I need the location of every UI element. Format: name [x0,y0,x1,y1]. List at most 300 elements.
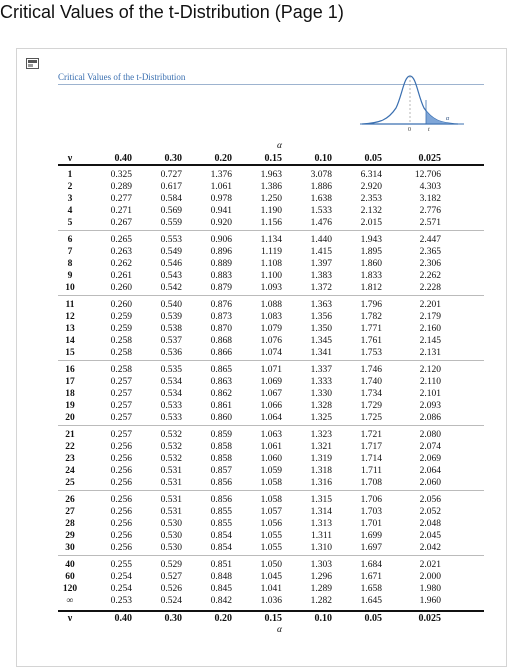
critical-value-cell: 1.761 [360,336,382,346]
critical-value-cell: 0.856 [210,495,232,505]
critical-value-cell: 1.321 [310,442,332,452]
critical-value-cell: 1.069 [260,377,282,387]
critical-value-cell: 2.093 [419,401,441,411]
critical-value-cell: 1.056 [260,519,282,529]
critical-value-cell: 0.889 [210,259,232,269]
alpha-column-header: 0.025 [418,612,441,624]
critical-value-cell: 2.000 [419,572,441,582]
alpha-column-header: 0.025 [418,152,441,164]
critical-value-cell: 0.883 [210,271,232,281]
critical-value-cell: 1.415 [310,247,332,257]
critical-value-cell: 0.531 [160,478,182,488]
alpha-column-header: 0.30 [164,612,182,624]
critical-value-cell: 0.530 [160,519,182,529]
critical-value-cell: 0.530 [160,543,182,553]
critical-value-cell: 0.941 [210,206,232,216]
critical-value-cell: 0.262 [110,259,132,269]
critical-value-cell: 1.323 [310,430,332,440]
critical-value-cell: 2.048 [419,519,441,529]
table-row [58,595,484,607]
critical-value-cell: 2.776 [419,206,441,216]
critical-value-cell: 0.256 [110,507,132,517]
critical-value-cell: 1.296 [310,572,332,582]
critical-value-cell: 1.318 [310,466,332,476]
critical-value-cell: 1.721 [360,430,382,440]
critical-value-cell: 0.842 [210,596,232,606]
critical-value-cell: 1.356 [310,312,332,322]
critical-value-cell: 1.058 [260,478,282,488]
critical-value-cell: 1.341 [310,348,332,358]
df-cell: 9 [67,271,73,281]
alpha-column-header: 0.40 [114,152,132,164]
df-cell: ∞ [66,596,74,606]
critical-value-cell: 1.886 [310,182,332,192]
critical-value-cell: 2.447 [419,235,441,245]
critical-value-cell: 0.845 [210,584,232,594]
critical-value-cell: 1.190 [260,206,282,216]
critical-value-cell: 1.063 [260,430,282,440]
df-cell: 25 [65,478,75,488]
table-row [58,217,484,229]
critical-value-cell: 0.868 [210,336,232,346]
critical-value-cell: 0.540 [160,300,182,310]
critical-value-cell: 2.042 [419,543,441,553]
critical-value-cell: 1.100 [260,271,282,281]
critical-value-cell: 1.699 [360,531,382,541]
table-row [58,559,484,571]
critical-value-cell: 0.534 [160,389,182,399]
critical-value-cell: 1.313 [310,519,332,529]
df-cell: 8 [67,259,73,269]
critical-value-cell: 0.536 [160,348,182,358]
df-cell: 18 [65,389,75,399]
critical-value-cell: 1.067 [260,389,282,399]
table-row [58,234,484,246]
critical-value-cell: 1.782 [360,312,382,322]
critical-value-cell: 0.277 [110,194,132,204]
critical-value-cell: 1.093 [260,283,282,293]
critical-value-cell: 2.045 [419,531,441,541]
critical-value-cell: 2.052 [419,507,441,517]
critical-value-cell: 2.920 [360,182,382,192]
critical-value-cell: 1.057 [260,507,282,517]
critical-value-cell: 0.532 [160,430,182,440]
critical-value-cell: 0.261 [110,271,132,281]
critical-value-cell: 0.530 [160,531,182,541]
critical-value-cell: 1.079 [260,324,282,334]
df-cell: 29 [65,531,75,541]
critical-value-cell: 1.315 [310,495,332,505]
critical-value-cell: 1.960 [419,596,441,606]
critical-value-cell: 1.108 [260,259,282,269]
critical-value-cell: 0.265 [110,235,132,245]
df-cell: 16 [65,365,75,375]
critical-value-cell: 1.055 [260,531,282,541]
critical-value-cell: 0.532 [160,442,182,452]
critical-value-cell: 1.066 [260,401,282,411]
df-cell: 19 [65,401,75,411]
alpha-column-header: 0.20 [214,152,232,164]
critical-value-cell: 1.711 [360,466,382,476]
table-row [58,412,484,424]
critical-value-cell: 1.383 [310,271,332,281]
critical-value-cell: 1.050 [260,560,282,570]
critical-value-cell: 2.086 [419,413,441,423]
table-row [58,181,484,193]
critical-value-cell: 1.041 [260,584,282,594]
critical-value-cell: 1.708 [360,478,382,488]
alpha-label: α [277,625,282,635]
critical-value-cell: 1.638 [310,194,332,204]
df-cell: 120 [62,584,78,594]
critical-value-cell: 1.036 [260,596,282,606]
critical-value-cell: 0.978 [210,194,232,204]
critical-value-cell: 0.876 [210,300,232,310]
critical-value-cell: 1.060 [260,454,282,464]
t-table [58,140,484,636]
critical-value-cell: 1.703 [360,507,382,517]
critical-value-cell: 1.372 [310,283,332,293]
critical-value-cell: 1.064 [260,413,282,423]
critical-value-cell: 1.963 [260,170,282,180]
critical-value-cell: 0.256 [110,519,132,529]
critical-value-cell: 1.645 [360,596,382,606]
table-row [58,441,484,453]
critical-value-cell: 2.056 [419,495,441,505]
df-cell: 4 [67,206,73,216]
critical-value-cell: 0.257 [110,389,132,399]
critical-value-cell: 0.542 [160,283,182,293]
page-title: Critical Values of the t-Distribution (Page 1) [0,2,344,22]
table-row [58,400,484,412]
critical-value-cell: 1.328 [310,401,332,411]
critical-value-cell: 0.858 [210,442,232,452]
expand-icon [26,58,39,69]
alpha-column-header: 0.10 [314,612,332,624]
critical-value-cell: 1.316 [310,478,332,488]
critical-value-cell: 0.255 [110,560,132,570]
critical-value-cell: 2.353 [360,194,382,204]
df-cell: 2 [67,182,73,192]
critical-value-cell: 0.920 [210,218,232,228]
critical-value-cell: 0.263 [110,247,132,257]
critical-value-cell: 2.179 [419,312,441,322]
critical-value-cell: 1.363 [310,300,332,310]
critical-value-cell: 1.055 [260,543,282,553]
critical-value-cell: 0.860 [210,413,232,423]
critical-value-cell: 0.325 [110,170,132,180]
alpha-column-header: 0.15 [264,612,282,624]
critical-value-cell: 0.260 [110,283,132,293]
table-row [58,518,484,530]
critical-value-cell: 1.740 [360,377,382,387]
critical-value-cell: 0.857 [210,466,232,476]
critical-value-cell: 0.256 [110,454,132,464]
table-row [58,193,484,205]
critical-value-cell: 1.319 [310,454,332,464]
table-row [58,311,484,323]
table-row [58,583,484,595]
critical-value-cell: 0.527 [160,572,182,582]
alpha-column-header: 0.15 [264,152,282,164]
table-row [58,205,484,217]
table-row [58,335,484,347]
critical-value-cell: 0.879 [210,283,232,293]
header-row [58,612,484,624]
critical-value-cell: 0.257 [110,401,132,411]
critical-value-cell: 0.546 [160,259,182,269]
critical-value-cell: 0.538 [160,324,182,334]
critical-value-cell: 1.119 [260,247,282,257]
critical-value-cell: 1.771 [360,324,382,334]
critical-value-cell: 2.306 [419,259,441,269]
critical-value-cell: 1.729 [360,401,382,411]
critical-value-cell: 0.569 [160,206,182,216]
critical-value-cell: 0.258 [110,348,132,358]
critical-value-cell: 2.021 [419,560,441,570]
critical-value-cell: 1.734 [360,389,382,399]
critical-value-cell: 2.015 [360,218,382,228]
table-row [58,347,484,359]
df-cell: 22 [65,442,75,452]
critical-value-cell: 1.350 [310,324,332,334]
table-row [58,494,484,506]
critical-value-cell: 0.289 [110,182,132,192]
expand-image-button[interactable] [26,58,39,69]
df-cell: 23 [65,454,75,464]
table-row [58,246,484,258]
critical-value-cell: 0.254 [110,584,132,594]
critical-value-cell: 0.553 [160,235,182,245]
df-cell: 7 [67,247,73,257]
critical-value-cell: 1.058 [260,495,282,505]
table-row [58,258,484,270]
critical-value-cell: 0.258 [110,365,132,375]
critical-value-cell: 2.160 [419,324,441,334]
critical-value-cell: 0.539 [160,312,182,322]
critical-value-cell: 0.257 [110,430,132,440]
critical-value-cell: 2.110 [419,377,441,387]
critical-value-cell: 0.534 [160,377,182,387]
critical-value-cell: 1.333 [310,377,332,387]
critical-value-cell: 2.064 [419,466,441,476]
table-heading: Critical Values of the t-Distribution [58,72,186,82]
critical-value-cell: 0.559 [160,218,182,228]
critical-value-cell: 0.855 [210,519,232,529]
critical-value-cell: 1.684 [360,560,382,570]
table-row [58,506,484,518]
df-cell: 10 [65,283,75,293]
critical-value-cell: 0.870 [210,324,232,334]
critical-value-cell: 0.848 [210,572,232,582]
critical-value-cell: 0.896 [210,247,232,257]
df-cell: 28 [65,519,75,529]
t-distribution-curve [360,70,470,137]
table-row [58,323,484,335]
critical-value-cell: 0.859 [210,430,232,440]
critical-value-cell: 1.303 [310,560,332,570]
critical-value-cell: 0.256 [110,466,132,476]
df-cell: 30 [65,543,75,553]
critical-value-cell: 0.256 [110,531,132,541]
critical-value-cell: 0.858 [210,454,232,464]
alpha-column-header: 0.30 [164,152,182,164]
critical-value-cell: 1.311 [310,531,332,541]
critical-value-cell: 1.980 [419,584,441,594]
critical-value-cell: 0.256 [110,495,132,505]
critical-value-cell: 0.259 [110,312,132,322]
df-cell: 27 [65,507,75,517]
table-row [58,465,484,477]
curve-zero-label: 0 [408,127,411,132]
table-row [58,477,484,489]
critical-value-cell: 1.330 [310,389,332,399]
critical-value-cell: 2.101 [419,389,441,399]
critical-value-cell: 1.088 [260,300,282,310]
critical-value-cell: 2.074 [419,442,441,452]
critical-value-cell: 0.256 [110,442,132,452]
table-row [58,364,484,376]
critical-value-cell: 1.337 [310,365,332,375]
critical-value-cell: 2.069 [419,454,441,464]
table-row [58,270,484,282]
critical-value-cell: 1.250 [260,194,282,204]
critical-value-cell: 1.725 [360,413,382,423]
critical-value-cell: 6.314 [360,170,382,180]
critical-value-cell: 0.524 [160,596,182,606]
df-header: ν [67,152,73,164]
table-row [58,542,484,554]
critical-value-cell: 0.257 [110,413,132,423]
critical-value-cell: 1.697 [360,543,382,553]
critical-value-cell: 1.706 [360,495,382,505]
df-cell: 1 [67,170,73,180]
critical-value-cell: 2.145 [419,336,441,346]
df-header: ν [67,612,73,624]
critical-value-cell: 3.182 [419,194,441,204]
critical-value-cell: 1.397 [310,259,332,269]
critical-value-cell: 1.134 [260,235,282,245]
alpha-column-header: 0.10 [314,152,332,164]
critical-value-cell: 1.074 [260,348,282,358]
critical-value-cell: 2.571 [419,218,441,228]
df-cell: 6 [67,235,73,245]
critical-value-cell: 2.132 [360,206,382,216]
table-row [58,429,484,441]
critical-value-cell: 1.061 [260,442,282,452]
critical-value-cell: 0.256 [110,478,132,488]
table-row [58,299,484,311]
critical-value-cell: 0.531 [160,495,182,505]
critical-value-cell: 2.120 [419,365,441,375]
critical-value-cell: 2.131 [419,348,441,358]
df-cell: 14 [65,336,75,346]
table-row [58,169,484,181]
critical-value-cell: 2.080 [419,430,441,440]
critical-value-cell: 1.045 [260,572,282,582]
critical-value-cell: 2.262 [419,271,441,281]
critical-value-cell: 0.253 [110,596,132,606]
critical-value-cell: 0.863 [210,377,232,387]
critical-value-cell: 1.796 [360,300,382,310]
df-cell: 40 [65,560,75,570]
critical-value-cell: 0.257 [110,377,132,387]
critical-value-cell: 1.717 [360,442,382,452]
critical-value-cell: 1.314 [310,507,332,517]
alpha-column-header: 0.05 [364,612,382,624]
alpha-label: α [277,141,282,151]
critical-value-cell: 0.906 [210,235,232,245]
df-cell: 3 [67,194,73,204]
critical-value-cell: 1.325 [310,413,332,423]
critical-value-cell: 1.812 [360,283,382,293]
df-cell: 17 [65,377,75,387]
critical-value-cell: 0.854 [210,531,232,541]
critical-value-cell: 1.440 [310,235,332,245]
critical-value-cell: 1.533 [310,206,332,216]
critical-value-cell: 0.526 [160,584,182,594]
critical-value-cell: 0.543 [160,271,182,281]
critical-value-cell: 1.071 [260,365,282,375]
critical-value-cell: 1.943 [360,235,382,245]
curve-t-label: t [428,127,430,132]
df-cell: 13 [65,324,75,334]
critical-value-cell: 0.865 [210,365,232,375]
critical-value-cell: 0.855 [210,507,232,517]
critical-value-cell: 1.345 [310,336,332,346]
table-row [58,376,484,388]
critical-value-cell: 1.289 [310,584,332,594]
critical-value-cell: 0.866 [210,348,232,358]
critical-value-cell: 4.303 [419,182,441,192]
critical-value-cell: 1.714 [360,454,382,464]
alpha-row [58,624,484,636]
curve-alpha-label: α [446,116,450,122]
critical-value-cell: 0.533 [160,401,182,411]
critical-value-cell: 3.078 [310,170,332,180]
df-cell: 15 [65,348,75,358]
critical-value-cell: 2.365 [419,247,441,257]
table-row [58,530,484,542]
critical-value-cell: 1.156 [260,218,282,228]
alpha-column-header: 0.20 [214,612,232,624]
critical-value-cell: 0.873 [210,312,232,322]
critical-value-cell: 0.259 [110,324,132,334]
critical-value-cell: 0.584 [160,194,182,204]
critical-value-cell: 0.617 [160,182,182,192]
alpha-column-header: 0.05 [364,152,382,164]
critical-value-cell: 0.856 [210,478,232,488]
critical-value-cell: 1.701 [360,519,382,529]
critical-value-cell: 1.658 [360,584,382,594]
critical-value-cell: 0.254 [110,572,132,582]
critical-value-cell: 0.529 [160,560,182,570]
critical-value-cell: 1.059 [260,466,282,476]
table-row [58,388,484,400]
df-cell: 60 [65,572,75,582]
critical-value-cell: 0.535 [160,365,182,375]
critical-value-cell: 2.060 [419,478,441,488]
critical-value-cell: 1.753 [360,348,382,358]
critical-value-cell: 0.531 [160,507,182,517]
df-cell: 5 [67,218,73,228]
table-row [58,282,484,294]
table-row [58,453,484,465]
critical-value-cell: 0.532 [160,454,182,464]
critical-value-cell: 0.537 [160,336,182,346]
critical-value-cell: 0.533 [160,413,182,423]
critical-value-cell: 1.061 [210,182,232,192]
